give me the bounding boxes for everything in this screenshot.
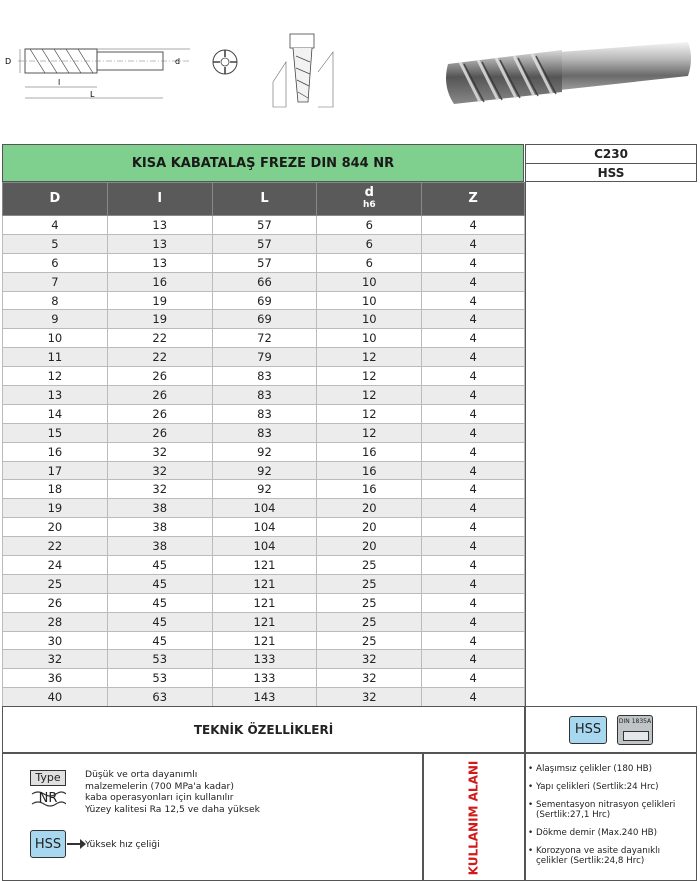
end-view-drawing xyxy=(208,45,242,79)
table-row xyxy=(3,650,525,669)
table-cell: 10 xyxy=(3,329,108,348)
cut-view-drawing xyxy=(268,32,338,112)
column-header-label: d xyxy=(364,185,374,200)
table-cell: 38 xyxy=(107,499,212,518)
table-cell: 14 xyxy=(3,404,108,423)
table-cell: 25 xyxy=(317,631,422,650)
table-cell: 40 xyxy=(3,688,108,707)
usage-item: • Korozyona ve asite dayanıklı çelikler (Sertlik:24,8 Hrc) xyxy=(528,846,694,866)
column-header-sub: h6 xyxy=(362,200,376,210)
table-cell: 4 xyxy=(422,537,525,556)
table-cell: 4 xyxy=(422,499,525,518)
table-cell: 13 xyxy=(3,386,108,405)
table-cell: 26 xyxy=(107,423,212,442)
table-cell: 9 xyxy=(3,310,108,329)
table-cell: 4 xyxy=(422,253,525,272)
table-cell: 10 xyxy=(317,291,422,310)
table-cell: 32 xyxy=(317,650,422,669)
table-cell: 16 xyxy=(317,461,422,480)
table-cell: 83 xyxy=(212,367,317,386)
usage-item: • Yapı çelikleri (Sertlik:24 Hrc) xyxy=(528,782,694,792)
table-cell: 32 xyxy=(107,461,212,480)
table-cell: 104 xyxy=(212,499,317,518)
table-row xyxy=(3,291,525,310)
table-cell: 66 xyxy=(212,272,317,291)
table-cell: 4 xyxy=(422,574,525,593)
dim-D-label: D xyxy=(5,57,12,66)
column-header xyxy=(3,183,108,216)
shank-icon xyxy=(623,731,649,741)
table-row xyxy=(3,348,525,367)
table-row xyxy=(3,593,525,612)
table-cell: 13 xyxy=(107,216,212,235)
type-nr-badge xyxy=(30,770,66,810)
type-description xyxy=(85,769,275,815)
table-cell: 32 xyxy=(317,688,422,707)
table-cell: 121 xyxy=(212,612,317,631)
table-row xyxy=(3,234,525,253)
column-header xyxy=(107,183,212,216)
table-cell: 4 xyxy=(422,423,525,442)
table-cell: 5 xyxy=(3,234,108,253)
hss-small-badge: HSS xyxy=(30,830,66,858)
table-cell: 19 xyxy=(107,291,212,310)
table-cell: 104 xyxy=(212,518,317,537)
table-row xyxy=(3,310,525,329)
product-material: HSS xyxy=(597,166,625,180)
table-cell: 26 xyxy=(3,593,108,612)
table-cell: 92 xyxy=(212,480,317,499)
table-cell: 12 xyxy=(317,386,422,405)
table-cell: 92 xyxy=(212,461,317,480)
column-header-label: l xyxy=(157,191,162,206)
table-row xyxy=(3,574,525,593)
table-cell: 6 xyxy=(317,234,422,253)
din-shank-badge xyxy=(617,715,653,745)
table-cell: 53 xyxy=(107,650,212,669)
product-code-box xyxy=(525,144,697,182)
table-cell: 13 xyxy=(107,234,212,253)
table-cell: 16 xyxy=(3,442,108,461)
table-cell: 12 xyxy=(317,367,422,386)
table-cell: 69 xyxy=(212,291,317,310)
table-cell: 6 xyxy=(317,253,422,272)
table-cell: 32 xyxy=(3,650,108,669)
table-cell: 12 xyxy=(317,348,422,367)
table-cell: 4 xyxy=(422,329,525,348)
table-cell: 4 xyxy=(422,556,525,575)
table-cell: 4 xyxy=(422,291,525,310)
table-cell: 25 xyxy=(3,574,108,593)
table-cell: 22 xyxy=(107,348,212,367)
table-cell: 20 xyxy=(3,518,108,537)
table-cell: 6 xyxy=(3,253,108,272)
table-cell: 83 xyxy=(212,386,317,405)
table-cell: 20 xyxy=(317,518,422,537)
table-cell: 8 xyxy=(3,291,108,310)
table-cell: 133 xyxy=(212,669,317,688)
dim-d-label: d xyxy=(175,57,181,66)
table-row xyxy=(3,669,525,688)
table-cell: 28 xyxy=(3,612,108,631)
dim-l-label: l xyxy=(58,78,61,87)
table-cell: 4 xyxy=(422,310,525,329)
table-row xyxy=(3,480,525,499)
table-cell: 25 xyxy=(317,574,422,593)
table-row xyxy=(3,253,525,272)
table-row xyxy=(3,461,525,480)
table-cell: 121 xyxy=(212,574,317,593)
table-cell: 79 xyxy=(212,348,317,367)
table-cell: 26 xyxy=(107,386,212,405)
table-cell: 83 xyxy=(212,404,317,423)
column-header xyxy=(422,183,525,216)
table-cell: 19 xyxy=(3,499,108,518)
table-cell: 4 xyxy=(422,442,525,461)
table-cell: 12 xyxy=(317,404,422,423)
usage-vertical-label xyxy=(458,760,488,875)
badge-box xyxy=(525,706,697,753)
table-cell: 4 xyxy=(422,216,525,235)
usage-item: • Dökme demir (Max.240 HB) xyxy=(528,828,694,838)
table-cell: 4 xyxy=(422,688,525,707)
table-cell: 15 xyxy=(3,423,108,442)
table-cell: 121 xyxy=(212,593,317,612)
end-mill-product-image xyxy=(440,38,695,110)
table-cell: 32 xyxy=(107,442,212,461)
nr-label: NR xyxy=(38,791,58,806)
table-cell: 16 xyxy=(317,480,422,499)
table-cell: 57 xyxy=(212,234,317,253)
type-desc-line: kaba operasyonları için kullanılır xyxy=(85,792,234,803)
table-cell: 57 xyxy=(212,253,317,272)
table-row xyxy=(3,518,525,537)
table-cell: 16 xyxy=(317,442,422,461)
column-header-label: L xyxy=(260,191,269,206)
table-cell: 4 xyxy=(422,234,525,253)
product-title: KISA KABATALAŞ FREZE DIN 844 NR xyxy=(2,144,524,182)
table-cell: 133 xyxy=(212,650,317,669)
table-cell: 45 xyxy=(107,556,212,575)
table-cell: 22 xyxy=(3,537,108,556)
side-view-drawing xyxy=(0,35,200,115)
table-cell: 4 xyxy=(422,612,525,631)
table-cell: 45 xyxy=(107,631,212,650)
table-cell: 4 xyxy=(422,669,525,688)
product-code: C230 xyxy=(526,145,696,164)
table-row xyxy=(3,329,525,348)
table-cell: 4 xyxy=(422,631,525,650)
table-right-border xyxy=(525,182,526,706)
table-cell: 10 xyxy=(317,329,422,348)
tech-title: TEKNİK ÖZELLİKLERİ xyxy=(2,706,525,753)
table-cell: 4 xyxy=(422,386,525,405)
table-cell: 20 xyxy=(317,537,422,556)
table-cell: 20 xyxy=(317,499,422,518)
table-cell: 18 xyxy=(3,480,108,499)
table-cell: 19 xyxy=(107,310,212,329)
usage-label: KULLANIM ALANI xyxy=(466,760,480,875)
table-row xyxy=(3,367,525,386)
table-cell: 32 xyxy=(317,669,422,688)
table-cell: 63 xyxy=(107,688,212,707)
table-cell: 10 xyxy=(317,272,422,291)
table-cell: 22 xyxy=(107,329,212,348)
table-cell: 25 xyxy=(317,612,422,631)
table-cell: 6 xyxy=(317,216,422,235)
table-cell: 12 xyxy=(3,367,108,386)
din-badge-label: DIN 1835A xyxy=(618,717,652,725)
table-cell: 10 xyxy=(317,310,422,329)
table-row xyxy=(3,442,525,461)
table-cell: 24 xyxy=(3,556,108,575)
type-desc-line: malzemelerin (700 MPa'a kadar) xyxy=(85,780,234,792)
table-cell: 26 xyxy=(107,404,212,423)
table-row xyxy=(3,216,525,235)
table-cell: 4 xyxy=(422,650,525,669)
table-cell: 83 xyxy=(212,423,317,442)
table-cell: 4 xyxy=(422,367,525,386)
table-cell: 36 xyxy=(3,669,108,688)
table-row xyxy=(3,556,525,575)
table-cell: 4 xyxy=(422,593,525,612)
table-cell: 45 xyxy=(107,593,212,612)
table-cell: 45 xyxy=(107,574,212,593)
table-cell: 12 xyxy=(317,423,422,442)
table-cell: 30 xyxy=(3,631,108,650)
table-cell: 4 xyxy=(422,348,525,367)
table-cell: 72 xyxy=(212,329,317,348)
table-cell: 53 xyxy=(107,669,212,688)
type-label: Type xyxy=(30,770,66,786)
hss-badge: HSS xyxy=(569,716,607,744)
table-row xyxy=(3,423,525,442)
table-cell: 38 xyxy=(107,518,212,537)
dimension-table xyxy=(2,182,525,707)
type-desc-line: Düşük ve orta dayanımlı xyxy=(85,769,198,780)
table-cell: 7 xyxy=(3,272,108,291)
table-row xyxy=(3,612,525,631)
usage-item: • Alaşımsız çelikler (180 HB) xyxy=(528,764,694,774)
usage-item: • Sementasyon nitrasyon çelikleri (Sertlik:27,1 Hrc) xyxy=(528,800,694,820)
table-cell: 143 xyxy=(212,688,317,707)
table-cell: 4 xyxy=(422,480,525,499)
table-row xyxy=(3,386,525,405)
usage-list xyxy=(528,764,694,874)
table-cell: 25 xyxy=(317,593,422,612)
table-row xyxy=(3,404,525,423)
type-desc-line: Yüzey kalitesi Ra 12,5 ve daha yüksek xyxy=(85,803,260,815)
table-cell: 121 xyxy=(212,631,317,650)
dim-L-label: L xyxy=(90,90,95,99)
table-cell: 45 xyxy=(107,612,212,631)
table-row xyxy=(3,688,525,707)
table-cell: 57 xyxy=(212,216,317,235)
table-cell: 121 xyxy=(212,556,317,575)
table-row xyxy=(3,631,525,650)
table-cell: 16 xyxy=(107,272,212,291)
table-cell: 4 xyxy=(422,272,525,291)
table-cell: 32 xyxy=(107,480,212,499)
column-header xyxy=(212,183,317,216)
table-row xyxy=(3,272,525,291)
column-header-label: Z xyxy=(468,191,478,206)
table-cell: 13 xyxy=(107,253,212,272)
column-header xyxy=(317,183,422,216)
arrow-right-icon xyxy=(67,843,81,845)
table-cell: 92 xyxy=(212,442,317,461)
table-cell: 4 xyxy=(3,216,108,235)
table-cell: 17 xyxy=(3,461,108,480)
column-header-label: D xyxy=(49,191,61,206)
table-cell: 104 xyxy=(212,537,317,556)
table-cell: 4 xyxy=(422,518,525,537)
table-cell: 25 xyxy=(317,556,422,575)
table-cell: 4 xyxy=(422,461,525,480)
table-cell: 38 xyxy=(107,537,212,556)
table-row xyxy=(3,499,525,518)
table-row xyxy=(3,537,525,556)
hss-description: Yüksek hız çeliği xyxy=(85,839,160,850)
table-cell: 69 xyxy=(212,310,317,329)
table-cell: 11 xyxy=(3,348,108,367)
table-cell: 26 xyxy=(107,367,212,386)
table-cell: 4 xyxy=(422,404,525,423)
